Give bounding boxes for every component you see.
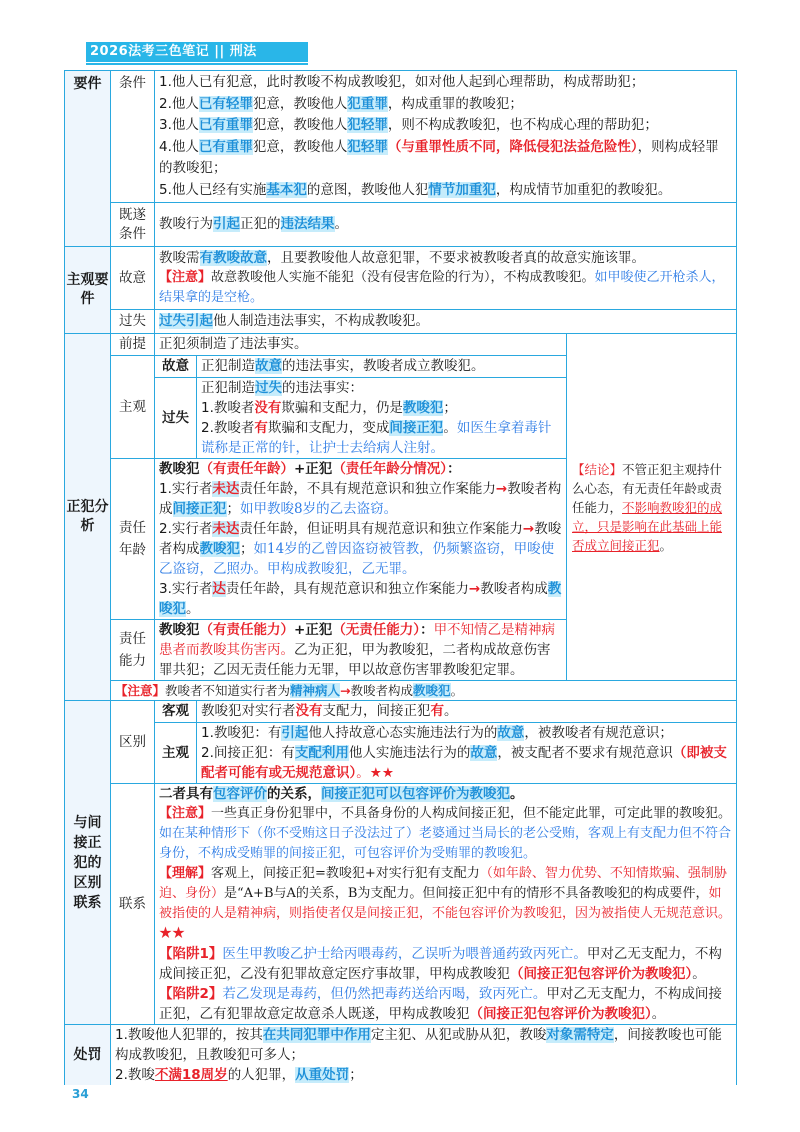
label-intent: 故意 <box>111 247 155 310</box>
intent-principal-text: 正犯制造故意的违法事实，教唆者成立教唆犯。 <box>197 356 567 378</box>
section-title-elements: 要件 <box>65 71 111 247</box>
label-intent-2: 故意 <box>155 356 197 378</box>
mental-illness-note: 【注意】教唆者不知道实行者为精神病人→教唆者构成教唆犯。 <box>111 681 737 701</box>
premise-text: 正犯须制造了违法事实。 <box>155 334 567 356</box>
section-title-punishment: 处罚 <box>65 1025 111 1086</box>
negligence-principal-text: 正犯制造过失的违法事实： 1.教唆者没有欺骗和支配力，仍是教唆犯； 2.教唆者有欺骗和支配力，变成间接正犯。如医生拿着毒针谎称是正常的针，让护士去给病人注射。 <box>197 378 567 459</box>
label-subjective: 主观 <box>111 356 155 459</box>
page-number: 34 <box>72 1087 89 1101</box>
age-text: 教唆犯（有责任年龄）+正犯（责任年龄分情况）： 1.实行者未达责任年龄，不具有规范意识和独立作案能力→教唆者构成间接正犯；如甲教唆8岁的乙去盗窃。 2.实行者未达责任年龄，但证明具有规范意识和独立作案能力→教唆者构成教唆犯；如14岁的乙曾因盗窃被管教，仍频繁盗窃，甲唆使乙盗窃，乙照办。甲构成教唆犯，乙无罪。 3.实行者达责任年龄，具有规范意识和独立作案能力→教唆者构成教唆犯。 <box>155 459 567 620</box>
section-title-principal: 正犯分析 <box>65 334 111 701</box>
header-tag: 2026法考三色笔记 || 刑法 <box>86 42 308 62</box>
label-negligence-2: 过失 <box>155 378 197 459</box>
condition-item-2: 2.他人已有轻罪犯意，教唆他人犯重罪，构成重罪的教唆犯； <box>159 95 523 112</box>
label-completion: 既遂条件 <box>111 203 155 247</box>
intent-text: 教唆需有教唆故意，且要教唆他人故意犯罪，不要求被教唆者真的故意实施该罪。 【注意】故意教唆他人实施不能犯（没有侵害危险的行为），不构成教唆犯。如甲唆使乙开枪杀人，结果拿的是空枪。 <box>155 247 737 310</box>
label-capacity: 责任能力 <box>111 620 155 681</box>
section-title-subjective: 主观要件 <box>65 247 111 334</box>
completion-text: 教唆行为引起正犯的违法结果。 <box>155 203 737 247</box>
section-title-indirect: 与间接正犯的区别联系 <box>65 701 111 1025</box>
label-age: 责任年龄 <box>111 459 155 620</box>
capacity-text: 教唆犯（有责任能力）+正犯（无责任能力）：甲不知情乙是精神病患者而教唆其伤害丙。乙为正犯，甲为教唆犯，二者构成故意伤害罪共犯；乙因无责任能力无罪，甲以故意伤害罪教唆犯定罪。 <box>155 620 567 681</box>
objective-text: 教唆犯对实行者没有支配力，间接正犯有。 <box>197 701 737 723</box>
punishment-text: 1.教唆他人犯罪的，按其在共同犯罪中作用定主犯、从犯或胁从犯，教唆对象需特定，间接教唆也可能构成教唆犯，且教唆犯可多人； 2.教唆不满18周岁的人犯罪，从重处罚； <box>111 1025 737 1086</box>
relation-text: 二者具有包容评价的关系，间接正犯可以包容评价为教唆犯。 【注意】一些真正身份犯罪中，不具备身份的人构成间接正犯，但不能定此罪，可定此罪的教唆犯。如在某种情形下（你不受贿这日子没法过了）老婆通过当局长的老公受贿，客观上有支配力但不符合身份，不构成受贿罪的间接正犯，可包容评价为受贿罪的教唆犯。 【理解】客观上，间接正犯=教唆犯+对实行犯有支配力（如年龄、智力优势、不知情欺骗、强制胁迫、身份）是“A+B与A的关系，B为支配力。但间接正犯中有的情形不具备教唆犯的构成要件，如被指使的人是精神病，则指使者仅是间接正犯，不能包容评价为教唆犯，因为被指使人无规范意识。★★ 【陷阱1】医生甲教唆乙护士给丙喂毒药，乙误听为喂普通药致丙死亡。甲对乙无支配力，不构成间接正犯，乙没有犯罪故意定医疗事故罪，甲构成教唆犯（间接正犯包容评价为教唆犯）。 【陷阱2】若乙发现是毒药，但仍然把毒药送给丙喝，致丙死亡。甲对乙无支配力，不构成间接正犯，乙有犯罪故意定故意杀人既遂，甲构成教唆犯（间接正犯包容评价为教唆犯）。 <box>155 784 737 1025</box>
label-negligence: 过失 <box>111 310 155 334</box>
condition-item-4: 4.他人已有重罪犯意，教唆他人犯轻罪（与重罪性质不同，降低侵犯法益危险性），则构成轻罪的教唆犯； <box>159 138 719 176</box>
condition-item-3: 3.他人已有重罪犯意，教唆他人犯轻罪，则不构成教唆犯，也不构成心理的帮助犯； <box>159 117 658 133</box>
label-condition: 条件 <box>111 71 155 203</box>
conclusion-note: 【结论】不管正犯主观持什么心态，有无责任年龄或责任能力，不影响教唆犯的成立，只是影响在此基础上能否成立间接正犯。 <box>567 334 737 681</box>
condition-item-1: 1.他人已有犯意，此时教唆不构成教唆犯，如对他人起到心理帮助，构成帮助犯； <box>159 74 645 90</box>
label-premise: 前提 <box>111 334 155 356</box>
notes-table <box>64 70 737 1085</box>
subjective-diff-text: 1.教唆犯：有引起他人持故意心态实施违法行为的故意，被教唆者有规范意识； 2.间接正犯：有支配利用他人实施违法行为的故意，被支配者不要求有规范意识（即被支配者可能有或无规范意识）。★★ <box>197 723 737 784</box>
condition-item-5: 5.他人已经有实施基本犯的意图，教唆他人犯情节加重犯，构成情节加重犯的教唆犯。 <box>159 181 672 198</box>
label-objective: 客观 <box>155 701 197 723</box>
negligence-text: 过失引起他人制造违法事实，不构成教唆犯。 <box>155 310 737 334</box>
condition-list <box>155 71 737 203</box>
label-difference: 区别 <box>111 701 155 784</box>
label-subjective-2: 主观 <box>155 723 197 784</box>
label-relation: 联系 <box>111 784 155 1025</box>
